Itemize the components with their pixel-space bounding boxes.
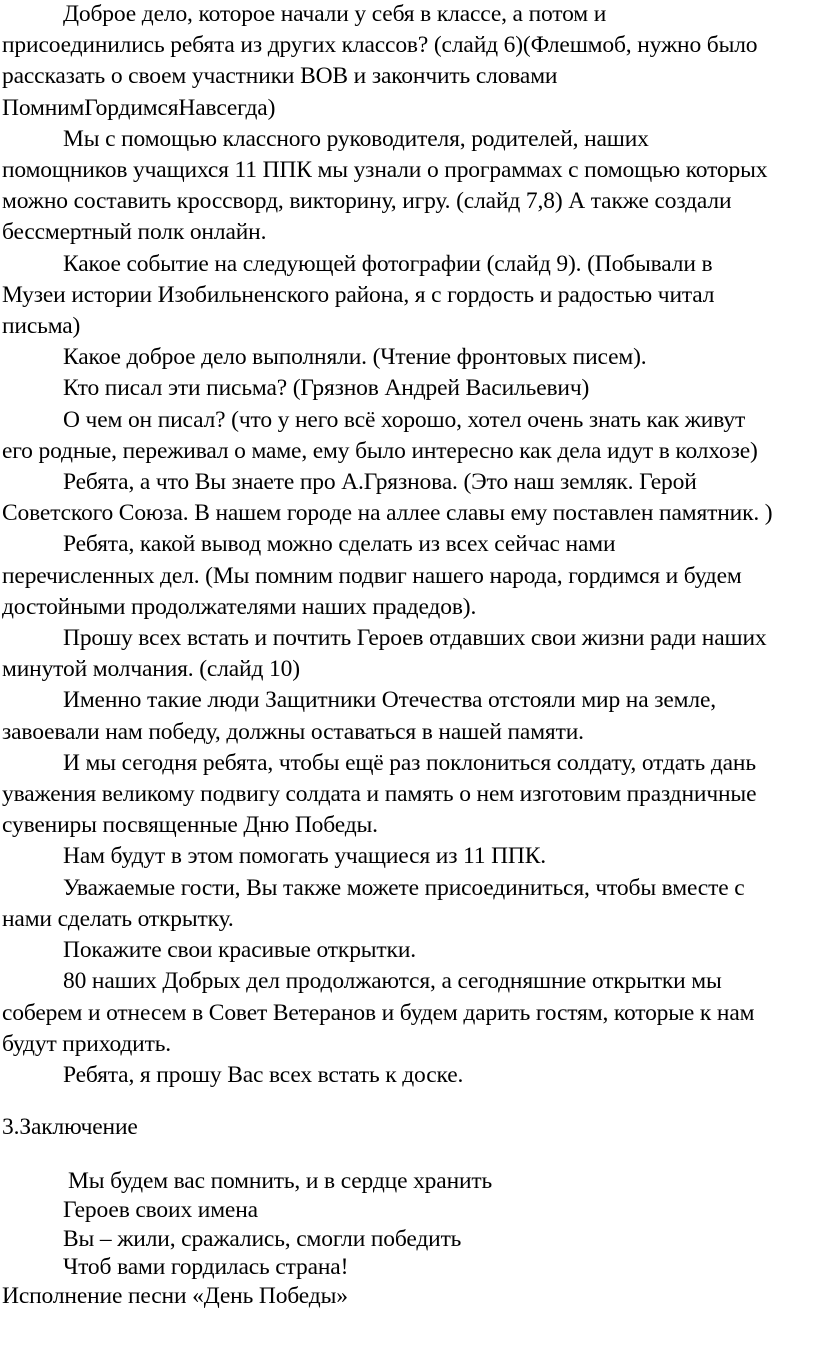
poem-line: Чтоб вами гордилась страна! bbox=[63, 1254, 349, 1281]
paragraph-line: О чем он писал? (что у него всё хорошо, хотел очень знать как живут bbox=[63, 406, 746, 433]
paragraph bbox=[2, 467, 816, 529]
paragraph-line: Прошу всех встать и почтить Героев отдавших свои жизни ради наших bbox=[63, 625, 767, 652]
paragraph bbox=[2, 249, 816, 343]
paragraph bbox=[2, 373, 816, 404]
paragraph-line: завоевали нам победу, должны оставаться в нашей памяти. bbox=[2, 718, 584, 745]
section-title: 3.Заключение bbox=[2, 1114, 138, 1141]
paragraph bbox=[2, 124, 816, 249]
paragraph-line: ПомнимГордимсяНавсегда) bbox=[2, 94, 276, 121]
paragraph-line: Ребята, я прошу Вас всех встать к доске. bbox=[63, 1061, 464, 1088]
paragraph-line: достойными продолжателями наших прадедов). bbox=[2, 593, 477, 620]
paragraph-line: Какое событие на следующей фотографии (слайд 9). (Побывали в bbox=[63, 250, 713, 277]
paragraph-line: Ребята, какой вывод можно сделать из всех сейчас нами bbox=[63, 531, 616, 558]
paragraph bbox=[2, 529, 816, 623]
paragraph-line: сувениры посвященные Дню Победы. bbox=[2, 812, 378, 839]
paragraph-line: Доброе дело, которое начали у себя в классе, а потом и bbox=[63, 1, 607, 27]
poem bbox=[2, 1167, 816, 1281]
paragraph-line: перечисленных дел. (Мы помним подвиг нашего народа, гордимся и будем bbox=[2, 562, 742, 589]
song-performance-line: Исполнение песни «День Победы» bbox=[2, 1282, 348, 1309]
paragraph-line: Покажите свои красивые открытки. bbox=[63, 937, 416, 964]
paragraph-line: помощников учащихся 11 ППК мы узнали о программах с помощью которых bbox=[2, 157, 768, 184]
poem-line: Героев своих имена bbox=[63, 1196, 258, 1223]
paragraph bbox=[2, 342, 816, 373]
paragraph bbox=[2, 873, 816, 935]
paragraph bbox=[2, 685, 816, 747]
poem-line: Вы – жили, сражались, смогли победить bbox=[63, 1225, 462, 1252]
paragraph-line: Нам будут в этом помогать учащиеся из 11 ППК. bbox=[63, 843, 546, 870]
paragraph-line: Уважаемые гости, Вы также можете присоединиться, чтобы вместе с bbox=[63, 874, 745, 901]
paragraph bbox=[2, 1060, 816, 1091]
paragraph-line: 80 наших Добрых дел продолжаются, а сегодняшние открытки мы bbox=[63, 968, 722, 995]
paragraph-line: письма) bbox=[2, 313, 81, 340]
paragraph bbox=[2, 748, 816, 842]
paragraph-line: его родные, переживал о маме, ему было интересно как дела идут в колхозе) bbox=[2, 437, 758, 464]
paragraph-line: И мы сегодня ребята, чтобы ещё раз поклониться солдату, отдать дань bbox=[63, 749, 756, 776]
paragraph-line: Советского Союза. В нашем городе на аллее славы ему поставлен памятник. ) bbox=[2, 500, 773, 527]
paragraph-line: рассказать о своем участники ВОВ и закончить словами bbox=[2, 63, 558, 90]
paragraph-line: Музеи истории Изобильненского района, я с гордость и радостью читал bbox=[2, 281, 715, 308]
paragraph-line: Именно такие люди Защитники Отечества отстояли мир на земле, bbox=[63, 687, 716, 714]
paragraph-line: бессмертный полк онлайн. bbox=[2, 219, 267, 246]
paragraph bbox=[2, 405, 816, 467]
paragraph bbox=[2, 841, 816, 872]
paragraph-line: Мы с помощью классного руководителя, родителей, наших bbox=[63, 125, 649, 152]
paragraph-line: минутой молчания. (слайд 10) bbox=[2, 656, 300, 683]
paragraph-line: нами сделать открытку. bbox=[2, 905, 234, 932]
paragraph-line: можно составить кроссворд, викторину, игру. (слайд 7,8) А также создали bbox=[2, 188, 732, 215]
paragraph bbox=[2, 966, 816, 1060]
paragraph-line: соберем и отнесем в Совет Ветеранов и будем дарить гостям, которые к нам bbox=[2, 999, 755, 1026]
paragraph-line: Какое доброе дело выполняли. (Чтение фронтовых писем). bbox=[63, 344, 647, 371]
paragraph bbox=[2, 623, 816, 685]
paragraph bbox=[2, 935, 816, 966]
paragraph-line: будут приходить. bbox=[2, 1030, 172, 1057]
poem-line: Мы будем вас помнить, и в сердце хранить bbox=[68, 1168, 493, 1195]
body-paragraphs bbox=[2, 0, 816, 1091]
paragraph-line: Ребята, а что Вы знаете про А.Грязнова. (Это наш земляк. Герой bbox=[63, 469, 697, 496]
paragraph-line: Кто писал эти письма? (Грязнов Андрей Васильевич) bbox=[63, 375, 590, 402]
paragraph-line: присоединились ребята из других классов? (слайд 6)(Флешмоб, нужно было bbox=[2, 32, 758, 59]
paragraph bbox=[2, 0, 816, 124]
paragraph-line: уважения великому подвигу солдата и память о нем изготовим праздничные bbox=[2, 781, 757, 808]
